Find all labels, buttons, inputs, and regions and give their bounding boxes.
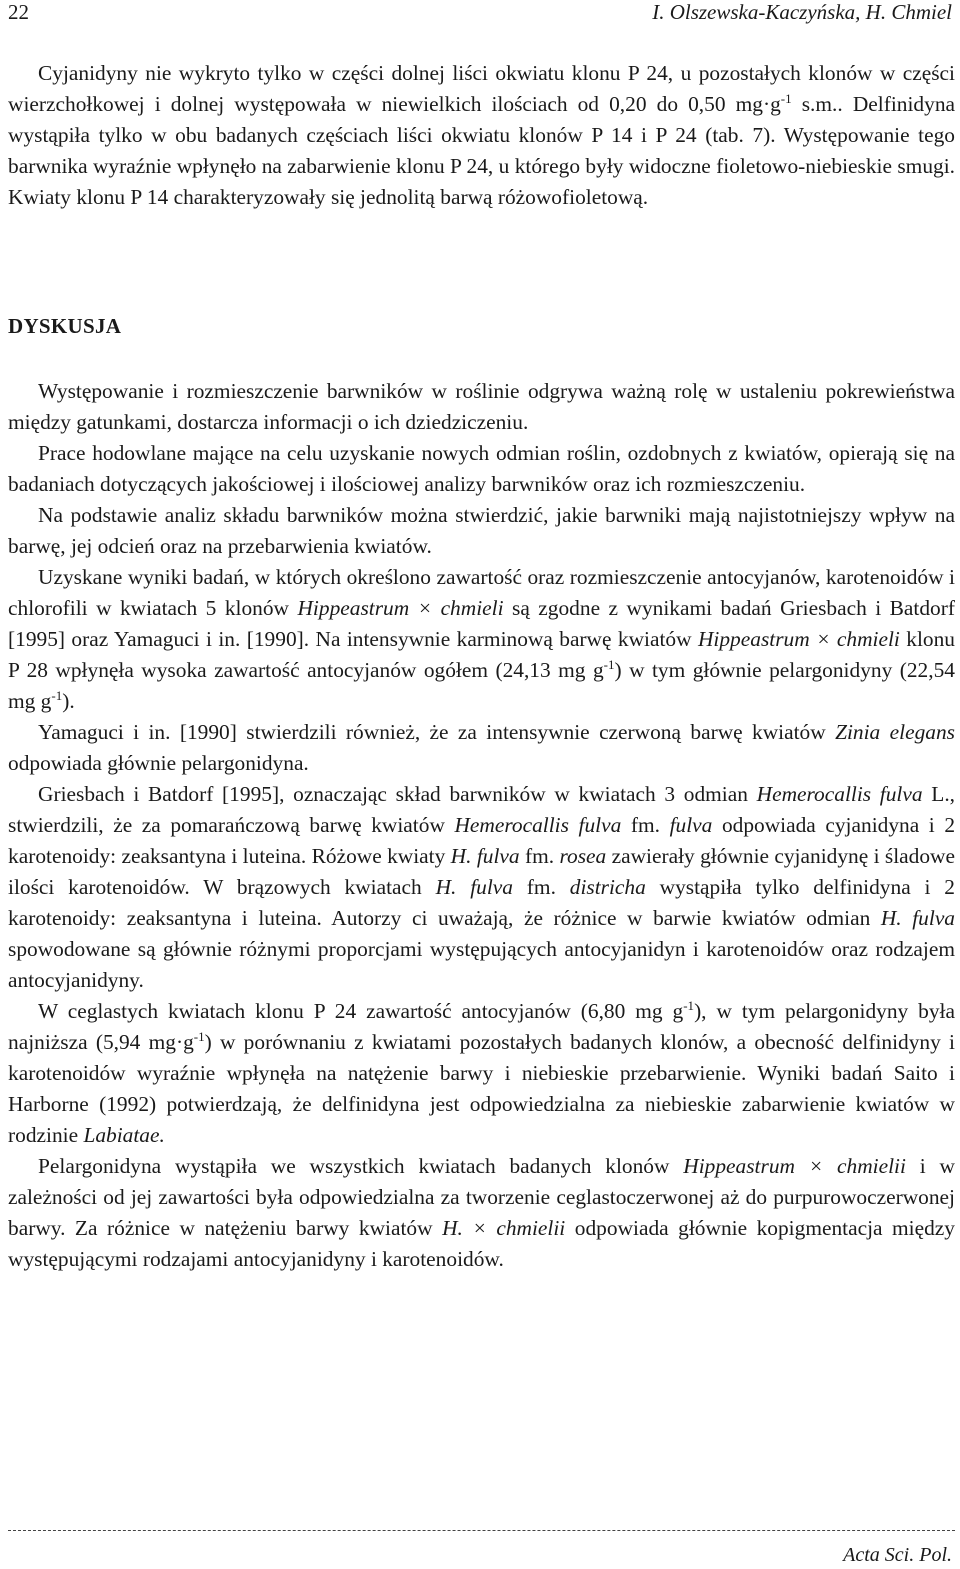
paragraph: Cyjanidyny nie wykryto tylko w części dolnej liści okwiatu klonu P 24, u pozostałych klonów w części wierzchołkowej i dolnej występowała w niewielkich ilościach od 0,20 do 0,50 $mg\cdot g^{-1}$ s.m.. Delfinidyna wystąpiła tylko w obu badanych częściach liści okwiatu klonów P 14 i P 24 (tab. 7). Występowanie tego barwnika wyraźnie wpłynęło na zabarwienie klonu P 24, u którego były widoczne fioletowo-niebieskie smugi. Kwiaty klonu P 14 charakteryzowały się jednolitą barwą różowofioletową. — [8, 61, 956, 209]
paragraph: Uzyskane wyniki badań, w których określono zawartość oraz rozmieszczenie antocyjanów, karotenoidów i chlorofili w kwiatach 5 klonów Hippeastrum × chmieli są zgodne z wynikami badań Griesbach i Batdorf [1995] oraz Yamaguci i in. [1990]. Na intensywnie karminową barwę kwiatów Hippeastrum × chmieli klonu P 28 wpłynęła wysoka zawartość antocyjanów ogółem (24,13 mg $g^{-1}$) w tym głównie pelargonidyny (22,54 mg $g^{-1}$). — [8, 565, 956, 713]
page-header — [8, 0, 952, 28]
running-head: I. Olszewska-Kaczyńska, H. Chmiel — [652, 0, 952, 24]
footer-divider — [8, 1530, 955, 1531]
intro-text — [8, 58, 955, 213]
paragraph: Yamaguci i in. [1990] stwierdzili również, że za intensywnie czerwoną barwę kwiatów Zinia elegans odpowiada głównie pelargonidyna. — [8, 720, 955, 775]
paragraph: Prace hodowlane mające na celu uzyskanie nowych odmian roślin, ozdobnych z kwiatów, opierają się na badaniach dotyczących jakościowej i ilościowej analizy barwników oraz ich rozmieszczeniu. — [8, 441, 955, 496]
paragraph: Na podstawie analiz składu barwników można stwierdzić, jakie barwniki mają najistotniejszy wpływ na barwę, jej odcień oraz na przebarwienia kwiatów. — [8, 503, 955, 558]
journal-name: Acta Sci. Pol. — [843, 1544, 952, 1566]
paragraph: Występowanie i rozmieszczenie barwników w roślinie odgrywa ważną rolę w ustaleniu pokrewieństwa między gatunkami, dostarcza informacji o ich dziedziczeniu. — [8, 379, 955, 434]
section-heading: DYSKUSJA — [8, 314, 122, 338]
paragraph: Griesbach i Batdorf [1995], oznaczając skład barwników w kwiatach 3 odmian Hemerocallis fulva L., stwierdzili, że za pomarańczową barwę kwiatów Hemerocallis fulva fm. fulva odpowiada cyjanidyna i 2 karotenoidy: zeaksantyna i luteina. Różowe kwiaty H. fulva fm. rosea zawierały głównie cyjanidynę i śladowe ilości karotenoidów. W brązowych kwiatach H. fulva fm. districha wystąpiła tylko delfinidyna i 2 karotenoidy: zeaksantyna i luteina. Autorzy ci uważają, że różnice w barwie kwiatów odmian H. fulva spowodowane są głównie różnymi proporcjami występujących antocyjanidyn i karotenoidów oraz rodzajem antocyjanidyny. — [8, 782, 956, 992]
page-number: 22 — [8, 0, 29, 24]
discussion-section — [8, 376, 955, 1275]
paragraph: W ceglastych kwiatach klonu P 24 zawartość antocyjanów (6,80 mg $g^{-1}$), w tym pelargonidyny była najniższa (5,94 $mg\cdot g^{-1}$) w porównaniu z kwiatami pozostałych badanych klonów, a obecność delfinidyny i karotenoidów wyraźnie wpłynęła na natężenie barwy i niebieskie przebarwienie. Wyniki badań Saito i Harborne (1992) potwierdzają, że delfinidyna jest odpowiedzialna za niebieskie zabarwienie kwiatów w rodzinie Labiatae. — [8, 998, 956, 1147]
paragraph: Pelargonidyna wystąpiła we wszystkich kwiatach badanych klonów Hippeastrum × chmielii i w zależności od jej zawartości była odpowiedzialna za tworzenie ceglastoczerwonej aż do purpurowoczerwonej barwy. Za różnice w natężeniu barwy kwiatów H. × chmielii odpowiada głównie kopigmentacja między występującymi rodzajami antocyjanidyny i karotenoidów. — [8, 1154, 955, 1271]
